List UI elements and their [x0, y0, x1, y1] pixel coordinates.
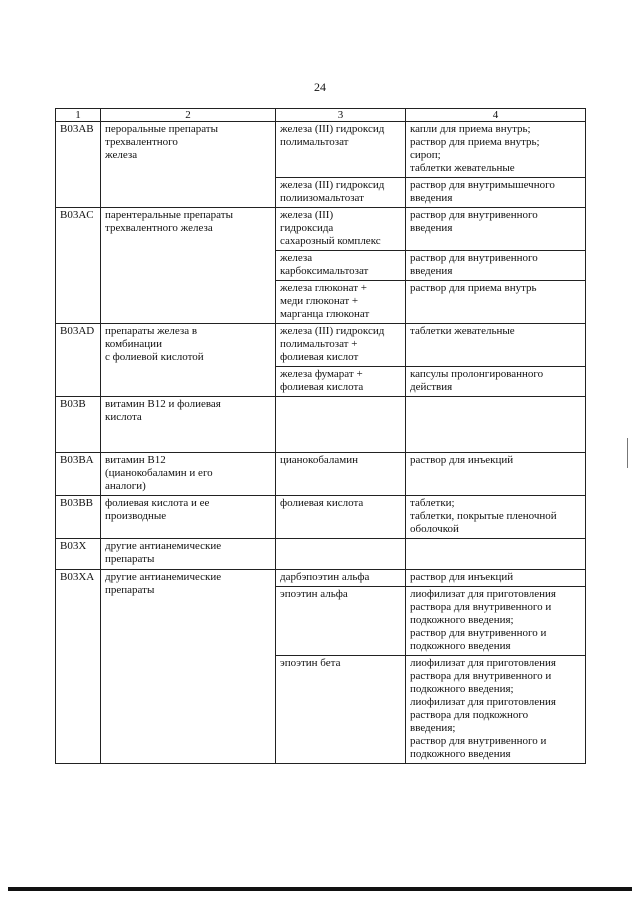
page-number: 24 [314, 80, 326, 94]
dosage-form-cell [406, 208, 586, 251]
substance-line: карбоксимальтозат [280, 265, 369, 277]
group-name-line: другие антианемические [105, 571, 222, 583]
substance-line: эпоэтин альфа [280, 588, 348, 600]
drug-table [55, 108, 586, 764]
dosage-form-cell [406, 570, 586, 587]
dosage-form-line: подкожного введения; [410, 614, 514, 626]
table-row [56, 496, 586, 539]
group-name-cell [101, 208, 276, 324]
group-name-line: трехвалентного железа [105, 222, 213, 234]
dosage-form-cell [406, 656, 586, 764]
dosage-form-line: сироп; [410, 149, 441, 161]
dosage-form-line: раствор для внутривенного и [410, 627, 547, 639]
group-name-line: (цианокобаламин и его [105, 467, 213, 479]
substance-line: полиизомальтозат [280, 192, 364, 204]
dosage-form-line: подкожного введения; [410, 683, 514, 695]
substance-line: эпоэтин бета [280, 657, 341, 669]
substance-cell [276, 251, 406, 281]
group-name-cell [101, 324, 276, 397]
substance-cell [276, 587, 406, 656]
table-row [56, 122, 586, 178]
dosage-form-line: таблетки жевательные [410, 325, 515, 337]
substance-line: железа глюконат + [280, 282, 368, 294]
dosage-form-line: раствор для внутривенного [410, 209, 538, 221]
substance-line: фолиевая кислота [280, 381, 364, 393]
atc-code-cell: B03XA [56, 570, 101, 764]
margin-mark [627, 438, 628, 468]
group-name-line: комбинации [105, 338, 162, 350]
substance-cell [276, 453, 406, 496]
substance-cell [276, 122, 406, 178]
atc-code-cell: B03BB [56, 496, 101, 539]
dosage-form-cell [406, 539, 586, 570]
group-name-line: парентеральные препараты [105, 209, 233, 221]
dosage-form-cell [406, 367, 586, 397]
dosage-form-line: лиофилизат для приготовления [410, 657, 556, 669]
atc-code-cell: B03X [56, 539, 101, 570]
group-name-line: витамин B12 и фолиевая [105, 398, 221, 410]
group-name-cell [101, 122, 276, 208]
table-row [56, 570, 586, 587]
dosage-form-line: таблетки жевательные [410, 162, 515, 174]
dosage-form-cell [406, 496, 586, 539]
substance-line: железа (III) гидроксид [280, 325, 385, 337]
table-row [56, 453, 586, 496]
group-name-line: пероральные препараты [105, 123, 218, 135]
dosage-form-line: раствора для внутривенного и [410, 670, 552, 682]
substance-line: железа (III) гидроксид [280, 179, 385, 191]
dosage-form-cell [406, 453, 586, 496]
table-row [56, 324, 586, 367]
substance-line: фолиевая кислота [280, 497, 364, 509]
dosage-form-line: действия [410, 381, 453, 393]
dosage-form-cell [406, 122, 586, 178]
substance-cell [276, 496, 406, 539]
substance-line: сахарозный комплекс [280, 235, 381, 247]
group-name-line: другие антианемические [105, 540, 222, 552]
substance-line: полимальтозат + [280, 338, 358, 350]
substance-line: железа [280, 252, 313, 264]
group-name-line: железа [105, 149, 138, 161]
group-name-line: производные [105, 510, 167, 522]
substance-cell [276, 570, 406, 587]
column-header: 4 [406, 109, 586, 122]
group-name-line: препараты железа в [105, 325, 198, 337]
substance-cell [276, 324, 406, 367]
dosage-form-line: таблетки; [410, 497, 455, 509]
dosage-form-line: раствор для приема внутрь [410, 282, 537, 294]
substance-cell [276, 208, 406, 251]
dosage-form-line: оболочкой [410, 523, 459, 535]
dosage-form-line: раствор для приема внутрь; [410, 136, 540, 148]
dosage-form-line: капли для приема внутрь; [410, 123, 531, 135]
group-name-cell [101, 539, 276, 570]
atc-code-cell: B03AB [56, 122, 101, 208]
dosage-form-line: раствор для инъекций [410, 571, 514, 583]
table-row [56, 539, 586, 570]
dosage-form-cell [406, 397, 586, 453]
dosage-form-line: введения; [410, 722, 456, 734]
dosage-form-line: капсулы пролонгированного [410, 368, 544, 380]
group-name-line: аналоги) [105, 480, 146, 492]
dosage-form-line: раствор для внутривенного [410, 252, 538, 264]
group-name-cell [101, 397, 276, 453]
substance-cell [276, 539, 406, 570]
bottom-bar [8, 887, 632, 891]
atc-code-cell: B03B [56, 397, 101, 453]
dosage-form-line: лиофилизат для приготовления [410, 696, 556, 708]
atc-code-cell: B03AC [56, 208, 101, 324]
substance-line: фолиевая кислот [280, 351, 359, 363]
dosage-form-cell [406, 587, 586, 656]
substance-line: дарбэпоэтин альфа [280, 571, 370, 583]
substance-cell [276, 656, 406, 764]
group-name-line: кислота [105, 411, 142, 423]
header-row [56, 109, 586, 122]
dosage-form-line: введения [410, 192, 453, 204]
dosage-form-line: лиофилизат для приготовления [410, 588, 556, 600]
substance-cell [276, 178, 406, 208]
table-row [56, 397, 586, 453]
substance-line: железа (III) [280, 209, 334, 221]
substance-line: марганца глюконат [280, 308, 370, 320]
substance-cell [276, 397, 406, 453]
atc-code-cell: B03AD [56, 324, 101, 397]
substance-line: железа (III) гидроксид [280, 123, 385, 135]
dosage-form-cell [406, 178, 586, 208]
group-name-line: препараты [105, 553, 155, 565]
group-name-line: фолиевая кислота и ее [105, 497, 210, 509]
substance-cell [276, 367, 406, 397]
column-header: 2 [101, 109, 276, 122]
table-body [56, 122, 586, 764]
group-name-cell [101, 453, 276, 496]
dosage-form-line: подкожного введения [410, 640, 511, 652]
substance-line: железа фумарат + [280, 368, 363, 380]
column-header: 1 [56, 109, 101, 122]
substance-line: полимальтозат [280, 136, 349, 148]
dosage-form-line: раствор для внутривенного и [410, 735, 547, 747]
group-name-cell [101, 570, 276, 764]
group-name-line: трехвалентного [105, 136, 178, 148]
dosage-form-cell [406, 281, 586, 324]
group-name-line: с фолиевой кислотой [105, 351, 204, 363]
group-name-line: препараты [105, 584, 155, 596]
substance-line: цианокобаламин [280, 454, 359, 466]
column-header: 3 [276, 109, 406, 122]
dosage-form-line: таблетки, покрытые пленочной [410, 510, 557, 522]
table-row [56, 208, 586, 251]
group-name-cell [101, 496, 276, 539]
dosage-form-line: введения [410, 265, 453, 277]
group-name-line: витамин B12 [105, 454, 166, 466]
dosage-form-line: подкожного введения [410, 748, 511, 760]
dosage-form-line: раствор для внутримышечного [410, 179, 555, 191]
substance-line: гидроксида [280, 222, 334, 234]
dosage-form-line: раствор для инъекций [410, 454, 514, 466]
atc-code-cell: B03BA [56, 453, 101, 496]
dosage-form-cell [406, 251, 586, 281]
dosage-form-cell [406, 324, 586, 367]
substance-line: меди глюконат + [280, 295, 359, 307]
dosage-form-line: раствора для подкожного [410, 709, 529, 721]
substance-cell [276, 281, 406, 324]
dosage-form-line: раствора для внутривенного и [410, 601, 552, 613]
dosage-form-line: введения [410, 222, 453, 234]
